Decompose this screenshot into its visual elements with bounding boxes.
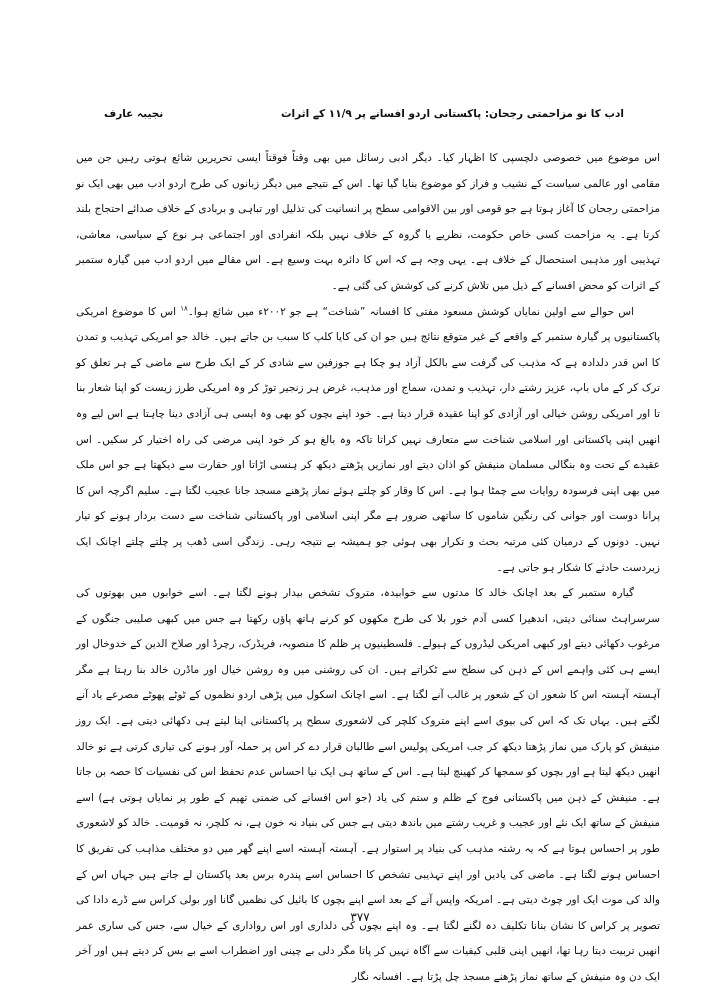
paragraph-text: اس موضوع میں خصوصی دلچسپی کا اظہار کیا۔ دیگر ادبی رسائل میں بھی وقتاً فوقتاً ایسی تحریریں شائع ہوتی رہیں جن میں مقامی اور عالمی سیاست کے نشیب و فراز کو موضوع بنایا گیا تھا۔ اس کے نتیجے میں دیگر زبانوں کی طرح اردو ادب میں بھی ایک نو مزاحمتی رجحان کا آغاز ہوتا ہے جو قومی اور بین الاقوامی سطح پر انسانیت کی تذلیل اور تباہی و بربادی کے خلاف صدائے احتجاج بلند کرتا ہے۔ یہ مزاحمت کسی خاص حکومت، نظریے یا گروہ کے خلاف نہیں بلکہ انفرادی اور اجتماعی ہر نوع کے سیاسی، معاشی، تہذیبی اور مذہبی استحصال کے خلاف ہے۔ یہی وجہ ہے کہ اس کا دائرہ بہت وسیع ہے۔ اس مقالے میں اردو ادب میں گیارہ ستمبر کے اثرات کو محض افسانے کے ذیل میں تلاش کرنے کی کوشش کی گئی ہے۔ <box>76 152 660 292</box>
running-head-author: نجیبہ عارف <box>104 108 164 120</box>
paragraph <box>76 581 660 991</box>
page-number: ۳۷۷ <box>350 910 370 924</box>
paragraph-text-continued: اس کا موضوع امریکی پاکستانیوں پر گیارہ ستمبر کے واقعے کے غیر متوقع نتائج ہیں جو ان کی کایا کلپ کا سبب بن جاتے ہیں۔ خالد جو امریکی تہذیب و تمدن کا اس قدر دلدادہ ہے کہ مذہب کی گرفت سے بالکل آزاد ہو چکا ہے جوزفین سے شادی کر کے ایک طرح سے ماضی کے ہر تعلق کو ترک کر کے ماں باپ، عزیز رشتے دار، تہذیب و تمدن، سماج اور مذہب، غرض ہر زنجیر توڑ کر وہ امریکی طرز زیست کو اپنا شعار بنا تا اور امریکی روشن خیالی اور آزادی کو اپنا عقیدہ قرار دیتا ہے۔ خود اپنے بچوں کو بھی وہ ایسی ہی آزادی دینا چاہتا ہے اس لیے وہ انھیں اپنی پاکستانی اور اسلامی شناخت سے متعارف نہیں کراتا تاکہ وہ بالغ ہو کر خود اپنی مرضی کی راہ اختیار کر سکیں۔ اس عقیدے کے تحت وہ بنگالی مسلمان منیفش کو اذان دیتے اور نمازیں پڑھتے دیکھ کر ہنسی اڑاتا اور حقارت سے دیکھتا ہے جو اس ملک میں بھی اپنی فرسودہ روایات سے چمٹا ہوا ہے۔ اس کا وقار کو چلتے ہوئے نماز پڑھنے مسجد جانا عجیب لگتا ہے۔ سلیم اگرچہ اس کا پرانا دوست اور جوانی کی رنگین شاموں کا ساتھی ضرور ہے مگر اپنی اسلامی اور پاکستانی شناخت سے دست بردار ہونے کو تیار نہیں۔ دونوں کے درمیان کئی مرتبہ بحث و تکرار بھی ہوئی جو ہمیشہ بے نتیجہ رہی۔ زندگی اسی ڈھب پر چلتے چلتے اچانک ایک زبردست حادثے کا شکار ہو جاتی ہے۔ <box>76 305 660 574</box>
article-body <box>76 146 660 991</box>
paragraph-text: اس حوالے سے اولین نمایاں کوشش مسعود مفتی کا افسانہ ”شناخت“ ہے جو ۲۰۰۲ء میں شائع ہوا۔ <box>187 305 635 318</box>
paragraph <box>76 300 660 582</box>
footnote-marker: ۱۸ <box>180 304 188 313</box>
paragraph-text: گیارہ ستمبر کے بعد اچانک خالد کا مدتوں سے خوابیدہ، متروک تشخص بیدار ہونے لگتا ہے۔ اسے خوابوں میں بھوتوں کی سرسراہٹ سنائی دیتی، اندھیرا کسی آدم خور بلا کی طرح مکھوں کو کرنے ہاتھ پاؤں رکھتا ہے جس میں کبھی صلیبی جنگوں کے مرغوب دکھائی دیتے اور کبھی امریکی لیڈروں کے ہیولے۔ فلسطینیوں پر ظلم کا منصوبہ، فریڈرک، رچرڈ اور صلاح الدین کے خدوخال اور ایسے ہی کئی واہمے اس کے ذہن کی سطح سے ٹکراتے ہیں۔ ان کی روشنی میں وہ روشن خیال اور ماڈرن خالد بنا رہتا ہے مگر آہستہ آہستہ اس کا شعور ان کے شعور پر غالب آنے لگتا ہے۔ اسے اچانک اسکول میں پڑھی اردو نظموں کے ٹوٹے پھوٹے مصرعے یاد آنے لگتے ہیں۔ یہاں تک کہ اس کی بیوی اسے اپنے متروک کلچر کی لاشعوری سطح پر پاکستانی اپنا لیتے ہی دکھائی دیتی ہے۔ ایک روز منیفش کو پارک میں نماز پڑھتا دیکھ کر جب امریکی پولیس اسے طالبان قرار دے کر اس پر حملہ آور ہونے کی تیاری کرتی ہے تو خالد انھیں دیکھ لیتا ہے اور بچوں کو سمجھا کر کھینچ لیتا ہے۔ اس کے ساتھ ہی ایک نیا احساس عدم تحفظ اس کی نفسیات کا حصہ بن جاتا ہے۔ منیفش کے ذہن میں پاکستانی فوج کے ظلم و ستم کی یاد (جو اس افسانے کی ضمنی تھیم کے طور پر نمایاں ہوتی ہے) اسے منیفش کے ساتھ ایک نئے اور عجیب و غریب رشتے میں باندھ دیتی ہے جس کی بنیاد نہ خون ہے، نہ کلچر، نہ قومیت۔ خالد کو لاشعوری طور پر احساس ہوتا ہے کہ یہ رشتہ مذہب کی بنیاد پر استوار ہے۔ آہستہ آہستہ اسے اپنے گھر میں دو مختلف مذاہب کی تفریق کا احساس ہونے لگتا ہے۔ ماضی کی یادیں اور اپنے تہذیبی تشخص کا احساس اسے پندرہ برس بعد پاکستان لے جاتے ہیں جہاں اس کے والد کی موت ایک اور چوٹ دیتی ہے۔ امریکہ واپس آنے کے بعد اسے اپنے بچوں کا بائیل کی نظمیں گانا اور بولی کراس سے ڈرے دادا کی تصویر پر کراس کا نشان بنانا تکلیف دہ لگنے لگتا ہے۔ وہ اپنے بچوں کی دلداری اور اس رواداری کے خیال سے، جس کی ساری عمر انھیں تربیت دیتا رہا تھا، انھیں اپنی قلبی کیفیات سے آگاہ نہیں کر پاتا مگر دلی بے چینی اور اضطراب اسے بے بس کر دیتے ہیں اور آخر ایک دن وہ منیفش کے ساتھ نماز پڑھنے مسجد چل پڑتا ہے۔ افسانہ نگار <box>76 587 660 983</box>
running-head-title: ادب کا نو مزاحمتی رجحان: پاکستانی اردو افسانے پر ۱۱/۹ کے اثرات <box>280 108 624 120</box>
paragraph <box>76 146 660 300</box>
running-head <box>104 104 624 124</box>
